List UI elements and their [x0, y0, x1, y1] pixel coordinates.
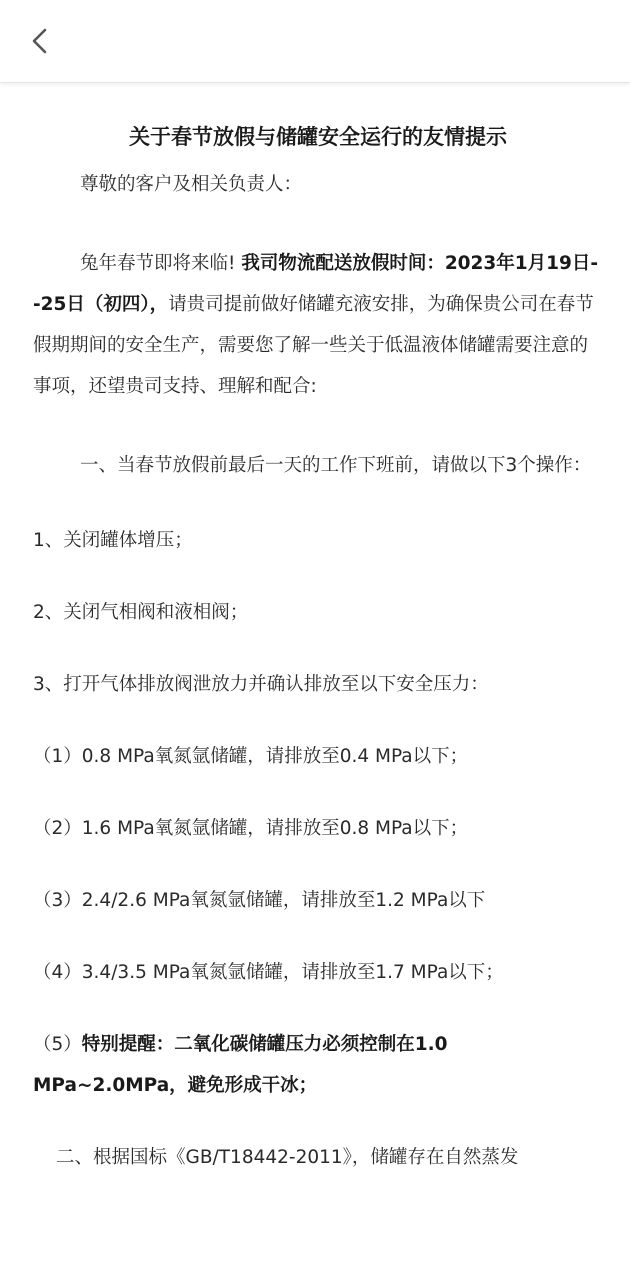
- pressure-item-4: （4）3.4/3.5 MPa氧氮氩储罐，请排放至1.7 MPa以下；: [33, 962, 504, 983]
- article-body: [33, 100, 603, 1178]
- holiday-dates-highlight: 我司物流配送放假时间：2023年1月19日--25日（初四），: [33, 253, 599, 315]
- greeting-paragraph: 尊敬的客户及相关负责人：: [80, 174, 303, 195]
- step-three: 3、打开气体排放阀泄放力并确认排放至以下安全压力：: [33, 674, 489, 695]
- pressure-item-5: [33, 1024, 603, 1106]
- section-two-paragraph: 二、根据国标《GB/T18442-2011》，储罐存在自然蒸发: [56, 1147, 519, 1168]
- top-nav-bar: [0, 0, 630, 83]
- back-button[interactable]: [22, 22, 58, 60]
- chevron-left-icon: [30, 26, 50, 56]
- intro-text-continued: 请贵司提前做好储罐充液安排，为确保贵公司在春节假期期间的安全生产，需要您了解一些关于低温液体储罐需要注意的事项，还望贵司支持、理解和配合:: [33, 294, 594, 397]
- intro-paragraph: [33, 243, 603, 407]
- article-title: 关于春节放假与储罐安全运行的友情提示: [129, 125, 507, 149]
- pressure-item-1: （1）0.8 MPa氧氮氩储罐，请排放至0.4 MPa以下；: [33, 746, 469, 767]
- item-5-prefix: （5）: [33, 1034, 82, 1055]
- co2-special-reminder: 特别提醒：二氧化碳储罐压力必须控制在1.0 MPa~2.0MPa，避免形成干冰；: [33, 1034, 448, 1096]
- step-one: 1、关闭罐体增压；: [33, 530, 193, 551]
- section-one-paragraph: 一、当春节放假前最后一天的工作下班前，请做以下3个操作：: [80, 455, 592, 476]
- pressure-item-3: （3）2.4/2.6 MPa氧氮氩储罐，请排放至1.2 MPa以下: [33, 890, 486, 911]
- pressure-item-2: （2）1.6 MPa氧氮氩储罐，请排放至0.8 MPa以下；: [33, 818, 469, 839]
- step-two: 2、关闭气相阀和液相阀；: [33, 602, 249, 623]
- intro-text: 兔年春节即将来临!: [80, 253, 242, 274]
